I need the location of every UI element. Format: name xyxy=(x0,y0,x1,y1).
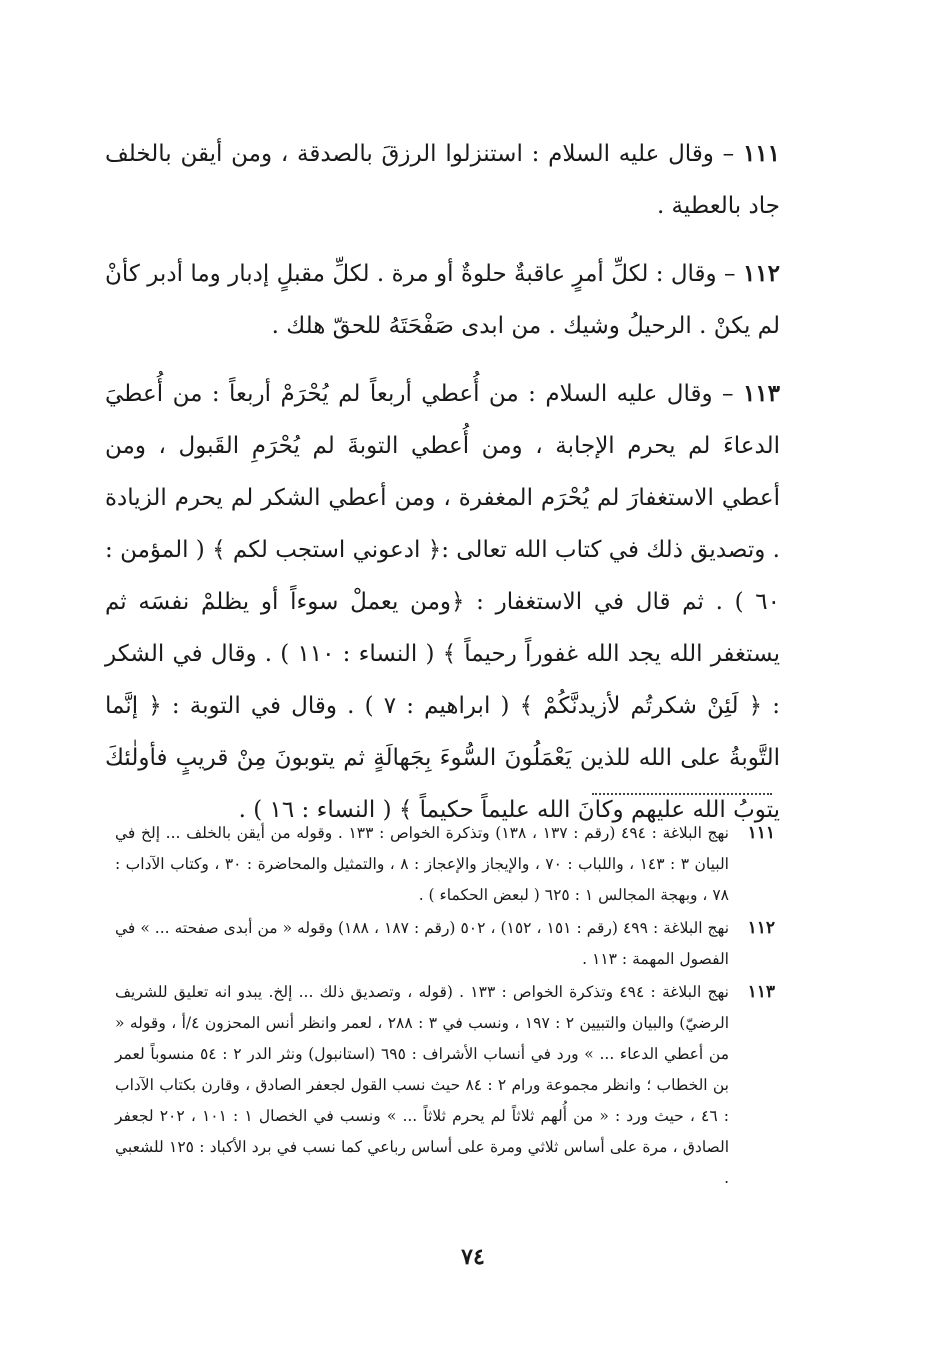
footnote-113 xyxy=(115,977,775,1194)
footnote-number: ١١٢ xyxy=(747,918,775,938)
saying-113 xyxy=(105,368,780,836)
footnote-separator xyxy=(592,793,772,795)
page-number: ٧٤ xyxy=(461,1244,485,1270)
footnote-text: نهج البلاغة : ٤٩٩ (رقم : ١٥١ ، ١٥٢) ، ٥٠٢ (رقم : ١٨٧ ، ١٨٨) وقوله « من أبدى صفحته ... » في الفصول المهمة : ١١٣ . xyxy=(115,919,730,968)
footnote-number: ١١١ xyxy=(747,823,775,843)
saying-111 xyxy=(105,128,780,232)
footnote-text: نهج البلاغة : ٤٩٤ (رقم : ١٣٧ ، ١٣٨) وتذكرة الخواص : ١٣٣ . وقوله من أيقن بالخلف ... إلخ في البيان ٣ : ١٤٣ ، واللباب : ٧٠ ، والإيجاز والإعجاز : ٨ ، والتمثيل والمحاضرة : ٣٠ ، وكتاب الآداب : ٧٨ ، وبهجة المجالس ١ : ٦٢٥ ( لبعض الحكماء ) . xyxy=(115,824,729,904)
footnotes xyxy=(115,818,775,1196)
saying-text: – وقال : لكلِّ أمرٍ عاقبةٌ حلوةٌ أو مرة . لكلِّ مقبلٍ إدبار وما أدبر كأنْ لم يكنْ . الرحيلُ وشيك . من ابدى صَفْحَتَهُ للحقّ هلك . xyxy=(105,261,780,339)
footnote-111 xyxy=(115,818,775,911)
footnote-112 xyxy=(115,913,775,975)
footnote-text: نهج البلاغة : ٤٩٤ وتذكرة الخواص : ١٣٣ . (قوله ، وتصديق ذلك ... إلخ. يبدو انه تعليق للشريف الرضيّ) والبيان والتبيين ٢ : ١٩٧ ، ونسب في ٣ : ٢٨٨ ، لعمر وانظر أنس المحزون ٤/أ ، وقوله « من أعطي الدعاء ... » ورد في أنساب الأشراف : ٦٩٥ (استانبول) ونثر الدر ٢ : ٥٤ منسوباً لعمر بن الخطاب ؛ وانظر مجموعة ورام ٢ : ٨٤ حيث نسب القول لجعفر الصادق ، وقارن بكتاب الآداب : ٤٦ ، حيث ورد : « من أُلهم ثلاثاً لم يحرم ثلاثاً ... » ونسب في الخصال ١ : ١٠١ ، ٢٠٢ لجعفر الصادق ، مرة على أساس ثلاثي ومرة على أساس رباعي كما نسب في برد الأكباد : ١٢٥ للشعبي . xyxy=(115,983,730,1187)
saying-112 xyxy=(105,248,780,352)
saying-text: – وقال عليه السلام : من أُعطي أربعاً لم يُحْرَمْ أربعاً : من أُعطيَ الدعاءَ لم يحرم الإجابة ، ومن أُعطي التوبةَ لم يُحْرَمِ القَبول ، ومن أعطي الاستغفارَ لم يُحْرَم المغفرة ، ومن أعطي الشكر لم يحرم الزيادة . وتصديق ذلك في كتاب الله تعالى :﴿ ادعوني استجب لكم ﴾ ( المؤمن : ٦٠ ) . ثم قال في الاستغفار : ﴿ومن يعملْ سوءاً أو يظلمْ نفسَه ثم يستغفر الله يجد الله غفوراً رحيماً ﴾ ( النساء : ١١٠ ) . وقال في الشكر : ﴿ لَئِنْ شكرتُم لأزيدنَّكُمْ ﴾ ( ابراهيم : ٧ ) . وقال في التوبة : ﴿ إنَّما التَّوبةُ على الله للذين يَعْمَلُونَ السُّوءَ بِجَهالَةٍ ثم يتوبونَ مِنْ قريبٍ فأولٰئكَ يتوبُ الله عليهم وكانَ الله عليماً حكيماً ﴾ ( النساء : ١٦ ) . xyxy=(105,381,780,823)
saying-number: ١١٣ xyxy=(742,380,781,407)
saying-number: ١١١ xyxy=(742,140,780,167)
main-text xyxy=(105,128,780,852)
footnote-number: ١١٣ xyxy=(747,982,775,1002)
saying-number: ١١٢ xyxy=(742,260,780,287)
saying-text: – وقال عليه السلام : استنزلوا الرزقَ بالصدقة ، ومن أيقن بالخلف جاد بالعطية . xyxy=(105,141,780,219)
